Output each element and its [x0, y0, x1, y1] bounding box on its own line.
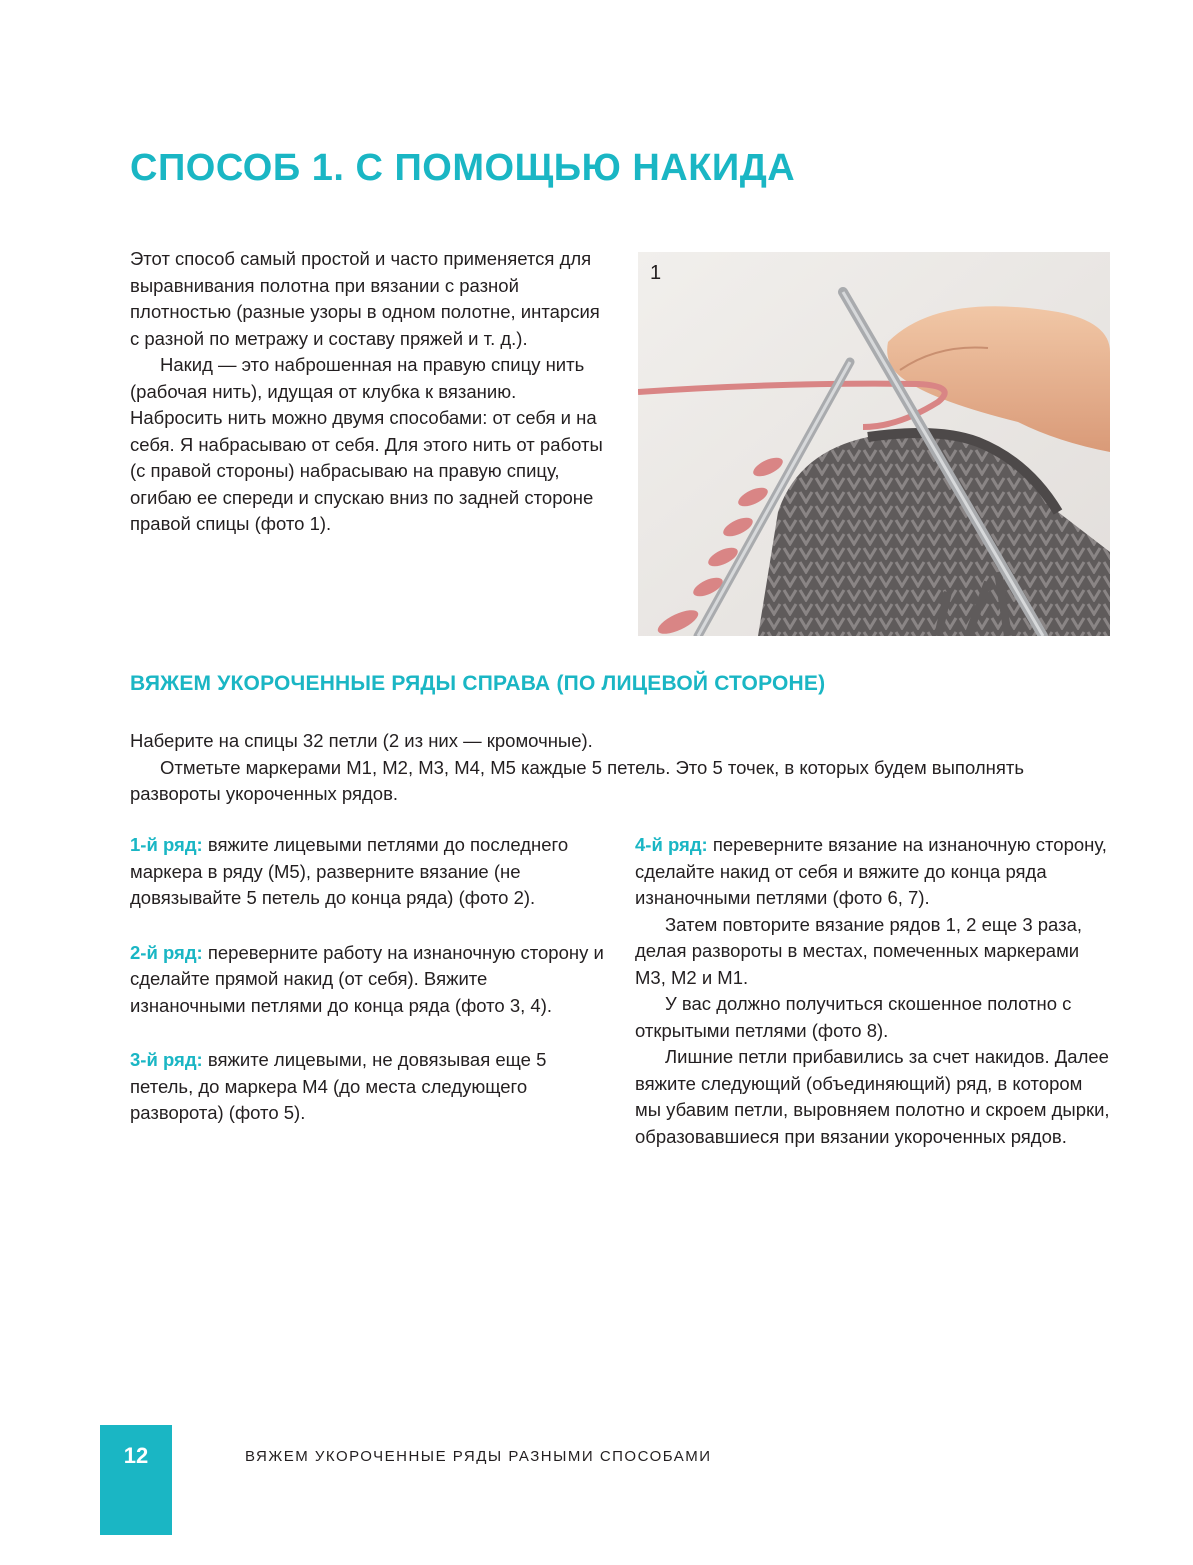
step-label: 1-й ряд:: [130, 834, 203, 855]
step-label: 4-й ряд:: [635, 834, 708, 855]
section-subtitle: ВЯЖЕМ УКОРОЧЕННЫЕ РЯДЫ СПРАВА (ПО ЛИЦЕВОЙ СТОРОНЕ): [130, 672, 826, 695]
page-number: 12: [123, 1443, 149, 1468]
photo-number: 1: [650, 262, 662, 284]
intro-paragraph: Накид — это наброшенная на правую спицу нить (рабочая нить), идущая от клубка к вязанию. Набросить нить можно двумя способами: от себя и на себя. Я набрасываю от себя. Для этого нить от работы (с правой стороны) набрасываю на правую спицу, огибаю ее спереди и спускаю вниз по задней стороне правой спицы (фото 1).: [130, 354, 603, 534]
intro-paragraph: Этот способ самый простой и часто применяется для выравнивания полотна при вязании с разной плотностью (разные узоры в одном полотне, интарсия с разной по метражу и составу пряжей и т. д.).: [130, 248, 600, 349]
lead-paragraph: Отметьте маркерами М1, М2, М3, М4, М5 каждые 5 петель. Это 5 точек, в которых будем выполнять развороты укороченных рядов.: [130, 756, 1024, 804]
right-paragraph: Затем повторите вязание рядов 1, 2 еще 3 раза, делая развороты в местах, помеченных маркерами М3, М2 и М1.: [635, 913, 1083, 988]
step-text: переверните работу на изнаночную сторону и сделайте прямой накид (от себя). Вяжите изнаночными петлями до конца ряда (фото 3, 4).: [130, 941, 604, 1016]
running-title: ВЯЖЕМ УКОРОЧЕННЫЕ РЯДЫ РАЗНЫМИ СПОСОБАМИ: [245, 1448, 712, 1465]
right-paragraph: Лишние петли прибавились за счет накидов. Далее вяжите следующий (объединяющий) ряд, в котором мы убавим петли, выровняем полотно и скроем дырки, образовавшиеся при вязании укороченных рядов.: [635, 1046, 1110, 1147]
step-text: переверните вязание на изнаночную сторону, сделайте накид от себя и вяжите до конца ряда изнаночными петлями (фото 6, 7).: [635, 834, 1107, 908]
step-text: вяжите лицевыми, не довязывая еще 5 петель, до маркера М4 (до места следующего разворота) (фото 5).: [130, 1049, 547, 1123]
step-text: вяжите лицевыми петлями до последнего маркера в ряду (М5), разверните вязание (не довязывайте 5 петель до конца ряда) (фото 2).: [130, 834, 569, 908]
intro-text: [130, 246, 610, 538]
step-row-4: [635, 832, 1110, 912]
knitting-illustration: [638, 252, 1110, 636]
page-number-tab: [100, 1425, 172, 1535]
steps-left-column: [130, 832, 605, 1155]
step-row-3: [130, 1047, 605, 1127]
step-row-2: [130, 940, 605, 1020]
right-paragraph: У вас должно получиться скошенное полотно с открытыми петлями (фото 8).: [635, 993, 1072, 1041]
steps-right-column: [635, 832, 1110, 1150]
lead-paragraph: Наберите на спицы 32 петли (2 из них — кромочные).: [130, 730, 593, 751]
step-label: 3-й ряд:: [130, 1049, 203, 1070]
lead-text: [130, 728, 1105, 808]
page-title: СПОСОБ 1. С ПОМОЩЬЮ НАКИДА: [130, 147, 796, 189]
step-row-1: [130, 832, 605, 912]
knitting-photo: [638, 252, 1110, 636]
step-label: 2-й ряд:: [130, 941, 203, 963]
